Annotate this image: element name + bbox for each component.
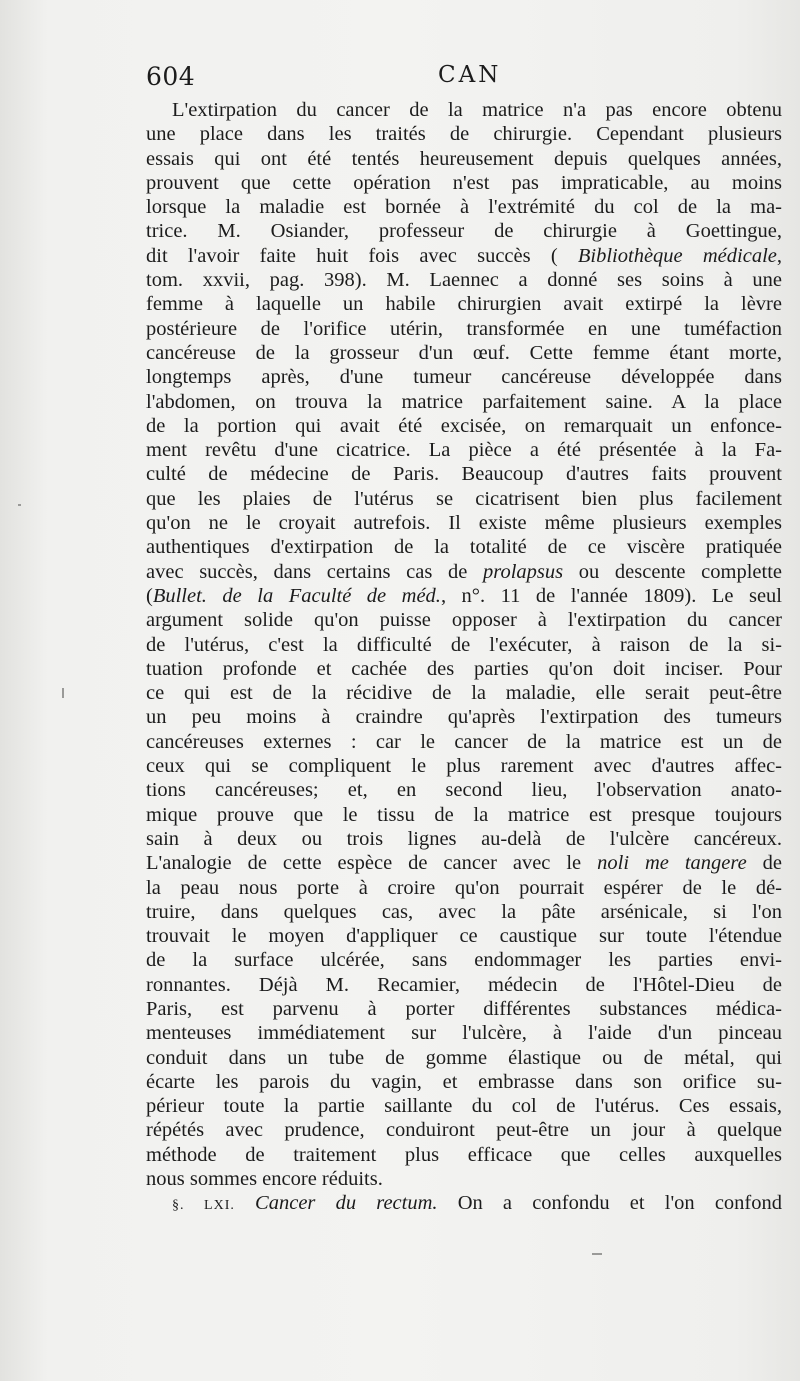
text-line: une place dans les traités de chirurgie. Cependant plusieurs bbox=[146, 123, 782, 146]
section-mark: §. LXI. bbox=[172, 1198, 235, 1214]
text-line: culté de médecine de Paris. Beaucoup d'autres faits prouvent bbox=[146, 463, 782, 486]
text-line: de la portion qui avait été excisée, on remarquait un enfonce- bbox=[146, 414, 782, 437]
text-line: truire, dans quelques cas, avec la pâte arsénicale, si l'on bbox=[146, 900, 782, 923]
text-line: longtemps après, d'une tumeur cancéreuse développée dans bbox=[146, 366, 782, 389]
text-line: un peu moins à craindre qu'après l'extirpation des tumeurs bbox=[146, 706, 782, 729]
text-line: (Bullet. de la Faculté de méd., n°. 11 de l'année 1809). Le seul bbox=[146, 584, 782, 607]
text-line: ronnantes. Déjà M. Recamier, médecin de l'Hôtel-Dieu de bbox=[146, 973, 782, 996]
text-line: de l'utérus, c'est la difficulté de l'exécuter, à raison de la si- bbox=[146, 633, 782, 656]
italic-phrase: Bibliothèque médicale bbox=[577, 244, 777, 267]
italic-phrase: noli me tangere bbox=[597, 852, 747, 875]
text-line: de la surface ulcérée, sans endommager les parties envi- bbox=[146, 949, 782, 972]
text-line: conduit dans un tube de gomme élastique ou de métal, qui bbox=[146, 1046, 782, 1069]
text-line: la peau nous porte à croire qu'on pourrait espérer de le dé- bbox=[146, 876, 782, 899]
section-title: Cancer du rectum. bbox=[255, 1192, 438, 1215]
text-line: Paris, est parvenu à porter différentes substances médica- bbox=[146, 997, 782, 1020]
text-line: authentiques d'extirpation de la totalité de ce viscère pratiquée bbox=[146, 536, 782, 559]
text-line: prouvent que cette opération n'est pas impraticable, au moins bbox=[146, 171, 782, 194]
text-line: ce qui est de la récidive de la maladie, elle serait peut-être bbox=[146, 682, 782, 705]
text-line: menteuses immédiatement sur l'ulcère, à l'aide d'un pinceau bbox=[146, 1022, 782, 1045]
text-line: répétés avec prudence, conduiront peut-être un jour à quelque bbox=[146, 1119, 782, 1142]
italic-phrase: prolapsus bbox=[482, 560, 564, 583]
text-line: sain à deux ou trois lignes au-delà de l'ulcère cancéreux. bbox=[146, 827, 782, 850]
text-line: tions cancéreuses; et, en second lieu, l'observation anato- bbox=[146, 779, 782, 802]
text-line: nous sommes encore réduits. bbox=[146, 1168, 383, 1191]
text-line: méthode de traitement plus efficace que celles auxquelles bbox=[146, 1143, 782, 1166]
text-line: lorsque la maladie est bornée à l'extrémité du col de la ma- bbox=[146, 196, 782, 219]
text-line: ceux qui se compliquent le plus rarement avec d'autres affec- bbox=[146, 755, 782, 778]
text-line: argument solide qu'on puisse opposer à l'extirpation du cancer bbox=[146, 609, 782, 632]
section-text: On a confondu et l'on confond bbox=[457, 1192, 782, 1215]
text-line: cancéreuses externes : car le cancer de la matrice est un de bbox=[146, 730, 782, 753]
text-line: l'abdomen, on trouva la matrice parfaitement saine. A la place bbox=[146, 390, 782, 413]
text-line: L'extirpation du cancer de la matrice n'a pas encore obtenu bbox=[172, 99, 782, 121]
text-line: qu'on ne le croyait autrefois. Il existe même plusieurs exemples bbox=[146, 512, 782, 535]
running-head: CAN bbox=[438, 62, 502, 88]
text-line: périeur toute la partie saillante du col de l'utérus. Ces essais, bbox=[146, 1095, 782, 1118]
body-text bbox=[146, 98, 782, 1216]
text-line: dit l'avoir faite huit fois avec succès ( Bibliothèque médicale, bbox=[146, 244, 782, 267]
text-line: L'analogie de cette espèce de cancer avec le noli me tangere de bbox=[146, 852, 782, 875]
text-line: tuation profonde et cachée des parties qu'on doit inciser. Pour bbox=[146, 657, 782, 680]
italic-phrase: Bullet. de la Faculté de méd. bbox=[152, 584, 441, 607]
text-line: ment revêtu d'une cicatrice. La pièce a été présentée à la Fa- bbox=[146, 439, 782, 462]
text-line: postérieure de l'orifice utérin, transformée en une tuméfaction bbox=[146, 317, 782, 340]
page-header bbox=[146, 62, 786, 96]
margin-mark bbox=[62, 688, 64, 698]
text-line: trouvait le moyen d'appliquer ce caustique sur toute l'étendue bbox=[146, 925, 782, 948]
page-number: 604 bbox=[146, 62, 196, 91]
text-line: femme à laquelle un habile chirurgien avait extirpé la lèvre bbox=[146, 293, 782, 316]
text-line: cancéreuse de la grosseur d'un œuf. Cette femme étant morte, bbox=[146, 341, 782, 364]
margin-mark bbox=[18, 504, 21, 506]
text-line: écarte les parois du vagin, et embrasse dans son orifice su- bbox=[146, 1070, 782, 1093]
text-line: essais qui ont été tentés heureusement depuis quelques années, bbox=[146, 147, 782, 170]
text-line: trice. M. Osiander, professeur de chirurgie à Goettingue, bbox=[146, 220, 782, 243]
text-line: avec succès, dans certains cas de prolapsus ou descente complette bbox=[146, 560, 782, 583]
text-line: mique prouve que le tissu de la matrice est presque toujours bbox=[146, 803, 782, 826]
margin-mark bbox=[592, 1253, 602, 1255]
text-line: tom. xxvii, pag. 398). M. Laennec a donné ses soins à une bbox=[146, 269, 782, 292]
text-line: que les plaies de l'utérus se cicatrisent bien plus facilement bbox=[146, 487, 782, 510]
section-heading-line bbox=[146, 1191, 782, 1215]
